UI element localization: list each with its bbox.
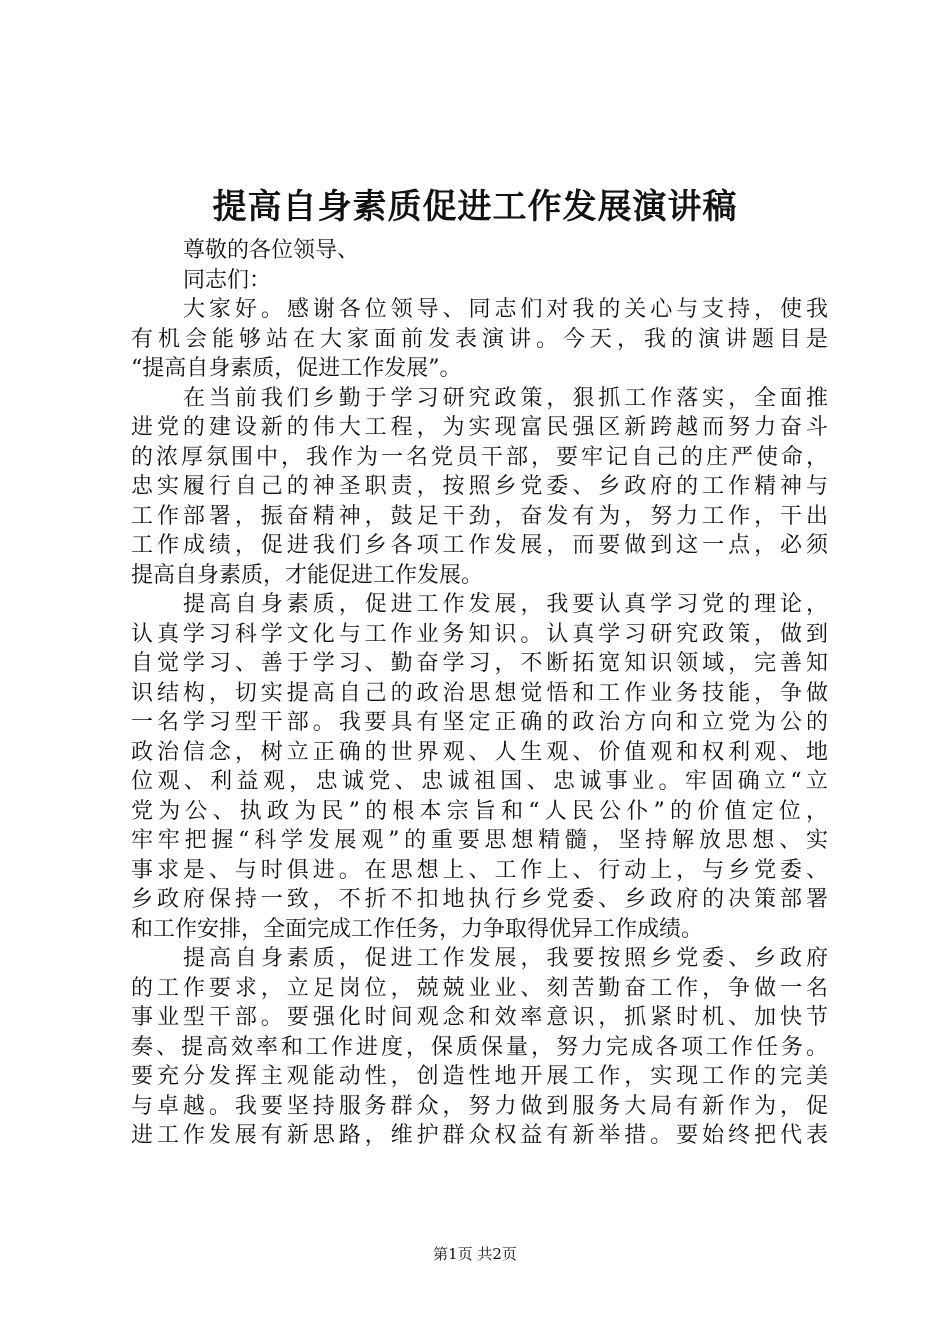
document-title: 提高自身素质促进工作发展演讲稿 <box>212 187 738 227</box>
text-line: 和工作安排，全面完成工作任务，力争取得优异工作成绩。 <box>131 916 704 942</box>
text-line: 大家好。感谢各位领导、同志们对我的关心与支持，使我 <box>183 297 828 322</box>
text-line: 党为公、执政为民”的根本宗旨和“人民公仆”的价值定位， <box>131 798 828 824</box>
text-line: 提高自身素质，促进工作发展，我要按照乡党委、乡政府 <box>183 946 828 971</box>
text-line: 乡政府保持一致，不折不扣地执行乡党委、乡政府的决策部署 <box>131 887 828 912</box>
text-line: 的浓厚氛围中，我作为一名党员干部，要牢记自己的庄严使命， <box>131 444 828 470</box>
text-line: 在当前我们乡勤于学习研究政策，狠抓工作落实，全面推 <box>183 385 828 411</box>
text-line: 自觉学习、善于学习、勤奋学习，不断拓宽知识领域，完善知 <box>131 651 828 676</box>
text-line: 认真学习科学文化与工作业务知识。认真学习研究政策，做到 <box>131 621 828 647</box>
text-line: 位观、利益观，忠诚党、忠诚祖国、忠诚事业。牢固确立“立 <box>131 769 828 794</box>
text-line: 一名学习型干部。我要具有坚定正确的政治方向和立党为公的 <box>131 710 828 735</box>
text-line: 奏、提高效率和工作进度，保质保量，努力完成各项工作任务。 <box>131 1034 828 1060</box>
text-line: 事求是、与时俱进。在思想上、工作上、行动上，与乡党委、 <box>131 857 828 883</box>
text-line: 牢牢把握“科学发展观”的重要思想精髓，坚持解放思想、实 <box>131 828 828 853</box>
page-footer: 第1页 共2页 <box>433 1245 517 1263</box>
text-line: 提高自身素质，才能促进工作发展。 <box>131 562 484 588</box>
text-line: “提高自身素质，促进工作发展”。 <box>131 356 462 381</box>
text-line: 要充分发挥主观能动性，创造性地开展工作，实现工作的完美 <box>131 1064 828 1089</box>
document-body <box>131 236 828 1151</box>
text-line: 事业型干部。要强化时间观念和效率意识，抓紧时机、加快节 <box>131 1005 828 1030</box>
text-line: 同志们： <box>183 267 272 293</box>
text-line: 进工作发展有新思路，维护群众权益有新举措。要始终把代表 <box>131 1123 828 1148</box>
text-line: 识结构，切实提高自己的政治思想觉悟和工作业务技能，争做 <box>131 680 828 706</box>
text-line: 工作部署，振奋精神，鼓足干劲，奋发有为，努力工作，干出 <box>131 503 828 529</box>
text-line: 与卓越。我要坚持服务群众，努力做到服务大局有新作为，促 <box>131 1093 828 1119</box>
text-line: 提高自身素质，促进工作发展，我要认真学习党的理论， <box>183 592 828 617</box>
text-line: 尊敬的各位领导、 <box>183 238 360 263</box>
text-line: 有机会能够站在大家面前发表演讲。今天，我的演讲题目是 <box>131 326 828 352</box>
text-line: 政治信念，树立正确的世界观、人生观、价值观和权利观、地 <box>131 739 828 765</box>
text-line: 忠实履行自己的神圣职责，按照乡党委、乡政府的工作精神与 <box>131 474 828 499</box>
text-line: 的工作要求，立足岗位，兢兢业业、刻苦勤奋工作，争做一名 <box>131 975 828 1001</box>
text-line: 进党的建设新的伟大工程，为实现富民强区新跨越而努力奋斗 <box>131 415 828 440</box>
text-line: 工作成绩，促进我们乡各项工作发展，而要做到这一点，必须 <box>131 533 828 558</box>
